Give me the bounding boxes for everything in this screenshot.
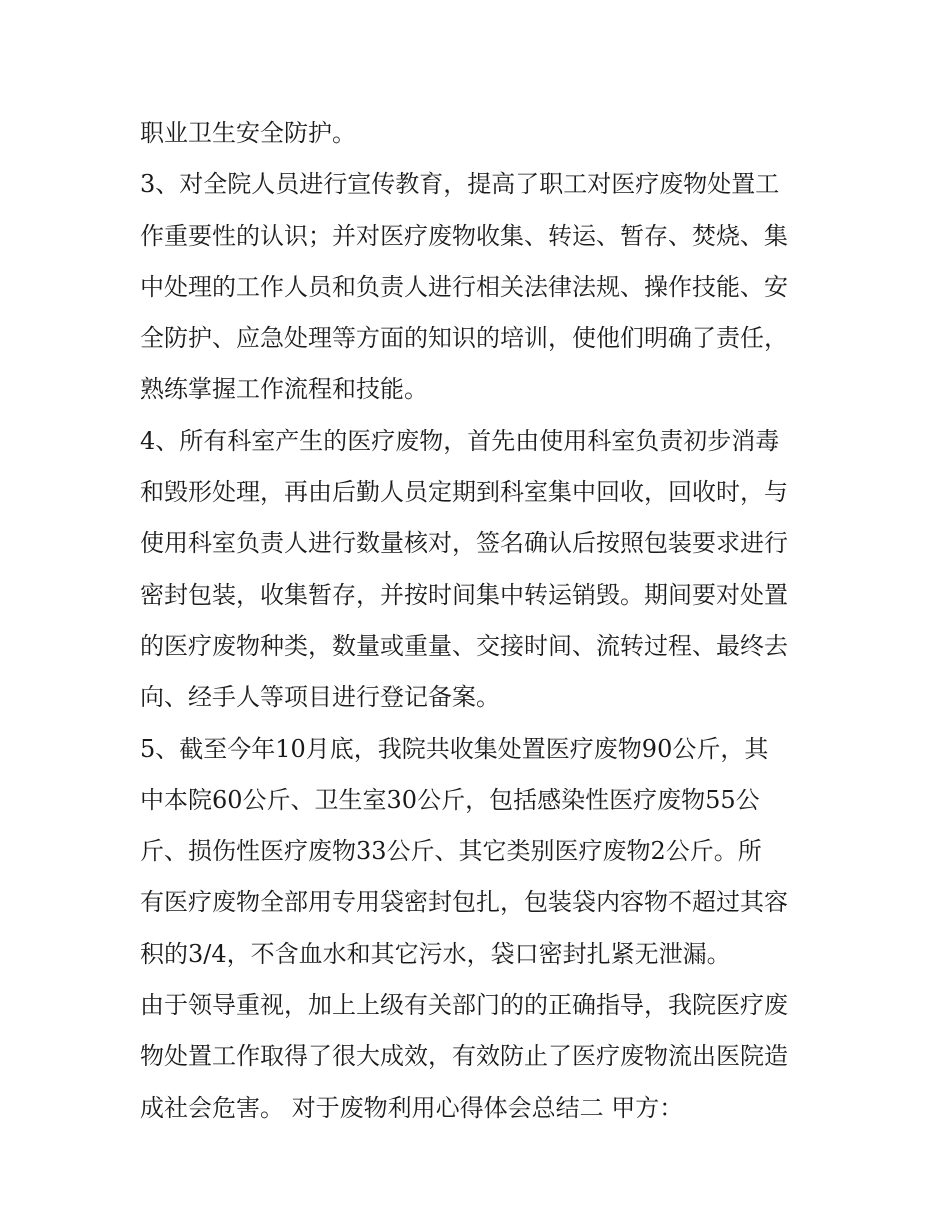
text-line: 3、对全院人员进行宣传教育，提高了职工对医疗废物处置工 bbox=[140, 170, 780, 199]
text-line: 使用科室负责人进行数量核对，签名确认后按照包装要求进行 bbox=[140, 529, 788, 558]
text-line: 斤、损伤性医疗废物33公斤、其它类别医疗废物2公斤。所 bbox=[140, 837, 762, 866]
text-line: 的医疗废物种类，数量或重量、交接时间、流转过程、最终去 bbox=[140, 631, 788, 660]
text-line: 由于领导重视，加上上级有关部门的的正确指导，我院医疗废 bbox=[140, 991, 788, 1020]
text-line: 密封包装，收集暂存，并按时间集中转运销毁。期间要对处置 bbox=[140, 580, 788, 609]
text-line: 熟练掌握工作流程和技能。 bbox=[140, 375, 428, 404]
text-line: 有医疗废物全部用专用袋密封包扎，包装袋内容物不超过其容 bbox=[140, 888, 788, 917]
text-line: 积的3/4，不含血水和其它污水，袋口密封扎紧无泄漏。 bbox=[140, 939, 731, 968]
text-line: 全防护、应急处理等方面的知识的培训，使他们明确了责任， bbox=[140, 324, 788, 353]
text-line: 职业卫生安全防护。 bbox=[140, 119, 356, 147]
text-line: 和毁形处理，再由后勤人员定期到科室集中回收，回收时，与 bbox=[140, 478, 788, 507]
document-body bbox=[140, 108, 820, 1134]
text-line: 中本院60公斤、卫生室30公斤，包括感染性医疗废物55公 bbox=[140, 785, 760, 814]
text-line: 5、截至今年10月底，我院共收集处置医疗废物90公斤，其 bbox=[140, 734, 769, 763]
text-line: 物处置工作取得了很大成效，有效防止了医疗废物流出医院造 bbox=[140, 1042, 788, 1071]
text-line: 中处理的工作人员和负责人进行相关法律法规、操作技能、安 bbox=[140, 272, 788, 301]
text-line: 向、经手人等项目进行登记备案。 bbox=[140, 683, 500, 712]
text-line: 成社会危害。 对于废物利用心得体会总结二 甲方： bbox=[140, 1093, 684, 1122]
text-line: 作重要性的认识；并对医疗废物收集、转运、暂存、焚烧、集 bbox=[140, 221, 788, 250]
text-line: 4、所有科室产生的医疗废物，首先由使用科室负责初步消毒 bbox=[140, 426, 780, 455]
